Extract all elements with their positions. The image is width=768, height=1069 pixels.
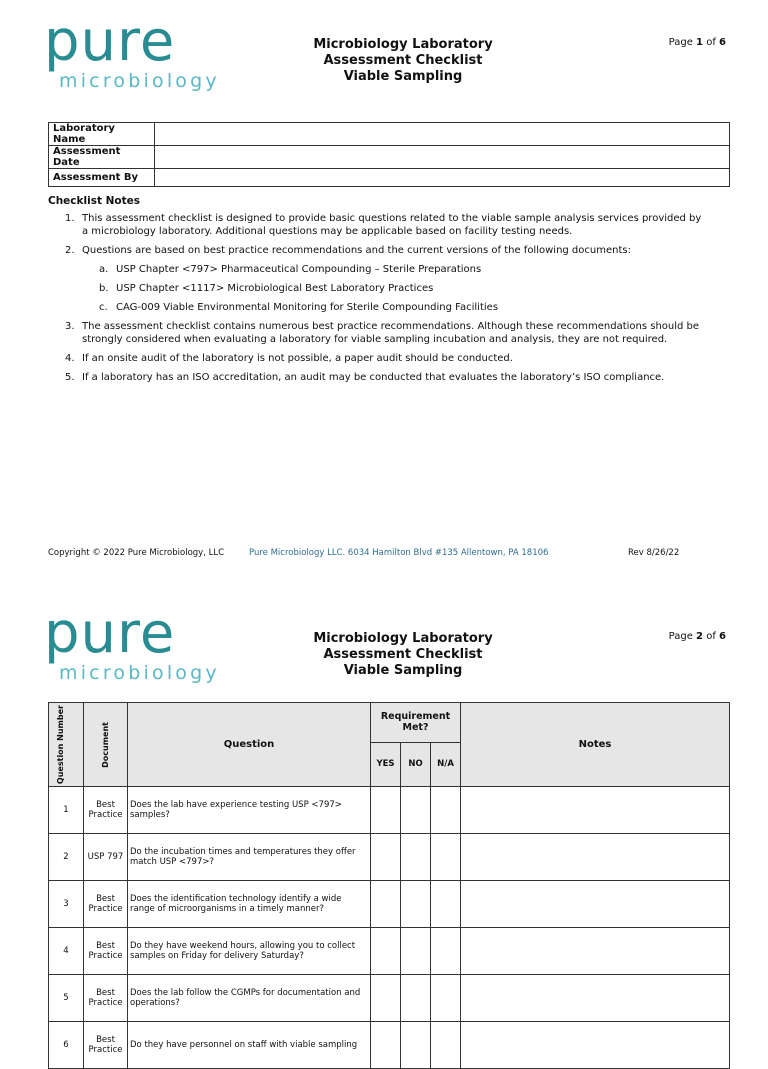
na-cell[interactable] [431,834,461,881]
question-number: 4 [49,928,84,975]
document-cell: Best Practice [84,1022,128,1069]
na-cell[interactable] [431,975,461,1022]
question-number: 5 [49,975,84,1022]
title-line: Microbiology Laboratory [313,37,493,52]
question-text: Does the lab follow the CGMPs for documentation and operations? [128,975,371,1022]
table-row [49,169,730,187]
table-header-row [49,703,730,743]
no-cell[interactable] [401,928,431,975]
list-item: a. USP Chapter <797> Pharmaceutical Compounding – Sterile Preparations [99,264,482,275]
no-cell[interactable] [401,1022,431,1069]
question-text: Do the incubation times and temperatures they offer match USP <797>? [128,834,371,881]
info-label: Laboratory Name [49,123,155,146]
list-item: 3. The assessment checklist contains numerous best practice recommendations. Although these recommendations should be strongly considered when evaluating a laboratory for viable sampling incubation and analysis, they are not required. [65,321,700,345]
document-title [283,631,523,679]
footer-revision: Rev 8/26/22 [628,548,680,558]
lab-name-field[interactable] [155,123,730,146]
yes-cell[interactable] [371,928,401,975]
header-requirement-met: Requirement Met? [371,703,461,743]
pure-microbiology-logo [44,601,224,690]
title-line: Viable Sampling [343,69,463,84]
logo-word: pure [44,9,176,74]
logo-subword: microbiology [59,662,220,684]
list-item: c. CAG-009 Viable Environmental Monitoring for Sterile Compounding Facilities [99,302,499,313]
checklist-notes-list [48,212,708,390]
title-line: Assessment Checklist [323,647,483,662]
notes-cell[interactable] [461,975,730,1022]
notes-cell[interactable] [461,787,730,834]
notes-cell[interactable] [461,928,730,975]
no-cell[interactable] [401,787,431,834]
table-row [49,146,730,169]
header-na: N/A [431,742,461,786]
list-item: b. USP Chapter <1117> Microbiological Best Laboratory Practices [99,283,434,294]
document-cell: Best Practice [84,975,128,1022]
assessment-by-field[interactable] [155,169,730,187]
page-2 [0,592,768,1056]
title-line: Microbiology Laboratory [313,631,493,646]
list-item: 5. If a laboratory has an ISO accreditation, an audit may be conducted that evaluates the laboratory’s ISO compliance. [65,372,665,383]
na-cell[interactable] [431,1022,461,1069]
table-row [49,928,730,975]
logo-word: pure [44,601,176,666]
title-line: Viable Sampling [343,663,463,678]
question-number: 6 [49,1022,84,1069]
footer-address: Pure Microbiology LLC. 6034 Hamilton Blvd #135 Allentown, PA 18106 [249,548,549,558]
yes-cell[interactable] [371,881,401,928]
table-row [49,1022,730,1069]
title-line: Assessment Checklist [323,53,483,68]
table-row [49,834,730,881]
page-indicator: Page 1 of 6 [668,37,726,48]
yes-cell[interactable] [371,975,401,1022]
info-label: Assessment Date [49,146,155,169]
table-row [49,787,730,834]
document-title [283,37,523,85]
header-document: Document [84,703,128,787]
info-label: Assessment By [49,169,155,187]
document-cell: Best Practice [84,928,128,975]
page-indicator: Page 2 of 6 [668,631,726,642]
question-number: 2 [49,834,84,881]
document-cell: Best Practice [84,881,128,928]
logo-subword: microbiology [59,70,220,92]
no-cell[interactable] [401,881,431,928]
assessment-date-field[interactable] [155,146,730,169]
na-cell[interactable] [431,928,461,975]
question-number: 1 [49,787,84,834]
question-text: Do they have weekend hours, allowing you to collect samples on Friday for delivery Saturday? [128,928,371,975]
header-no: NO [401,742,431,786]
list-item: 4. If an onsite audit of the laboratory is not possible, a paper audit should be conducted. [65,353,513,364]
document-cell: Best Practice [84,787,128,834]
header-notes: Notes [461,703,730,787]
header-question: Question [128,703,371,787]
header-yes: YES [371,742,401,786]
notes-cell[interactable] [461,881,730,928]
no-cell[interactable] [401,975,431,1022]
question-text: Do they have personnel on staff with viable sampling [128,1022,371,1069]
pure-microbiology-logo [44,9,224,98]
na-cell[interactable] [431,787,461,834]
question-number: 3 [49,881,84,928]
no-cell[interactable] [401,834,431,881]
document-cell: USP 797 [84,834,128,881]
referenced-documents-list [82,263,708,314]
table-row [49,881,730,928]
checklist-question-table [48,702,730,1069]
lab-info-table [48,122,730,187]
footer-copyright: Copyright © 2022 Pure Microbiology, LLC [48,548,225,558]
question-text: Does the identification technology identify a wide range of microorganisms in a timely manner? [128,881,371,928]
notes-heading: Checklist Notes [48,195,141,207]
notes-cell[interactable] [461,834,730,881]
yes-cell[interactable] [371,1022,401,1069]
notes-cell[interactable] [461,1022,730,1069]
yes-cell[interactable] [371,834,401,881]
table-row [49,123,730,146]
table-row [49,975,730,1022]
header-question-number: Question Number [49,703,84,787]
yes-cell[interactable] [371,787,401,834]
list-item: 2. Questions are based on best practice recommendations and the current versions of the following documents: a. USP Chapter <797> Pharmaceutical Compounding – Sterile Preparations b. USP Chapter <1117> Microbiological Best Laboratory Practices c. CAG-009 Viable Environmental Monitoring for Sterile Compounding Facilities [48,244,708,314]
list-item: 1. This assessment checklist is designed to provide basic questions related to the viable sample analysis services provided by a microbiology laboratory. Additional questions may be applicable based on facility testing needs. [65,213,702,237]
na-cell[interactable] [431,881,461,928]
question-text: Does the lab have experience testing USP <797> samples? [128,787,371,834]
